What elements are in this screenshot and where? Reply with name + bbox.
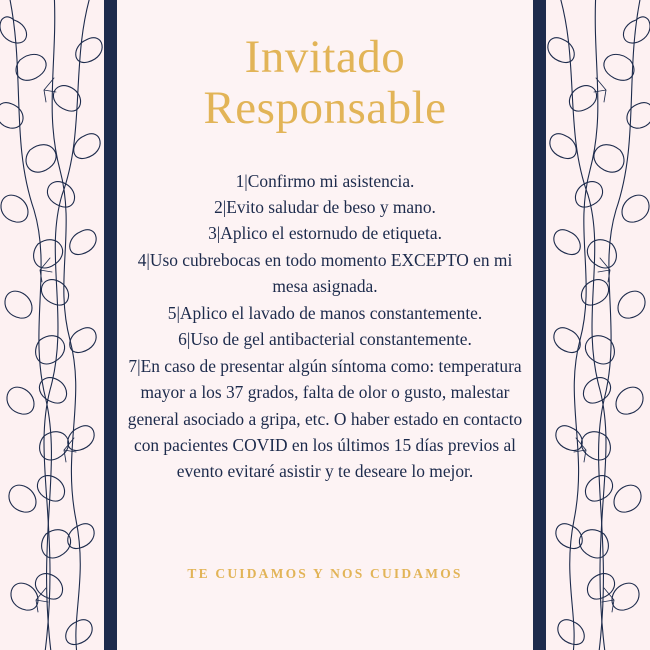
right-navy-divider bbox=[533, 0, 546, 650]
title-line-2: Responsable bbox=[203, 81, 447, 134]
closing-message: TE CUIDAMOS Y NOS CUIDAMOS bbox=[187, 566, 463, 581]
rule-item: 6|Uso de gel antibacterial constantemente. bbox=[178, 329, 472, 350]
right-botanical-panel bbox=[546, 0, 650, 650]
rule-item: 5|Aplico el lavado de manos constantemente. bbox=[167, 302, 483, 323]
rule-item: 3|Aplico el estornudo de etiqueta. bbox=[208, 223, 442, 244]
invitation-content bbox=[117, 0, 533, 650]
rule-item: 4|Uso cubrebocas en todo momento EXCEPTO en mi mesa asignada. bbox=[137, 249, 513, 297]
title-line-1: Invitado bbox=[244, 31, 406, 83]
rules-list bbox=[125, 168, 525, 485]
rule-item: 7|En caso de presentar algún síntoma como: temperatura mayor a los 37 grados, falta de olor o gusto, malestar general asociado a gripa, etc. O haber estado en contacto con pacientes COVID en los últimos 15 días previos al evento evitaré asistir y te deseare lo mejor. bbox=[127, 355, 523, 482]
page-title bbox=[203, 32, 446, 134]
rule-item: 2|Evito saludar de beso y mano. bbox=[214, 196, 436, 217]
left-botanical-panel bbox=[0, 0, 104, 650]
rule-item: 1|Confirmo mi asistencia. bbox=[235, 170, 415, 191]
left-navy-divider bbox=[104, 0, 117, 650]
